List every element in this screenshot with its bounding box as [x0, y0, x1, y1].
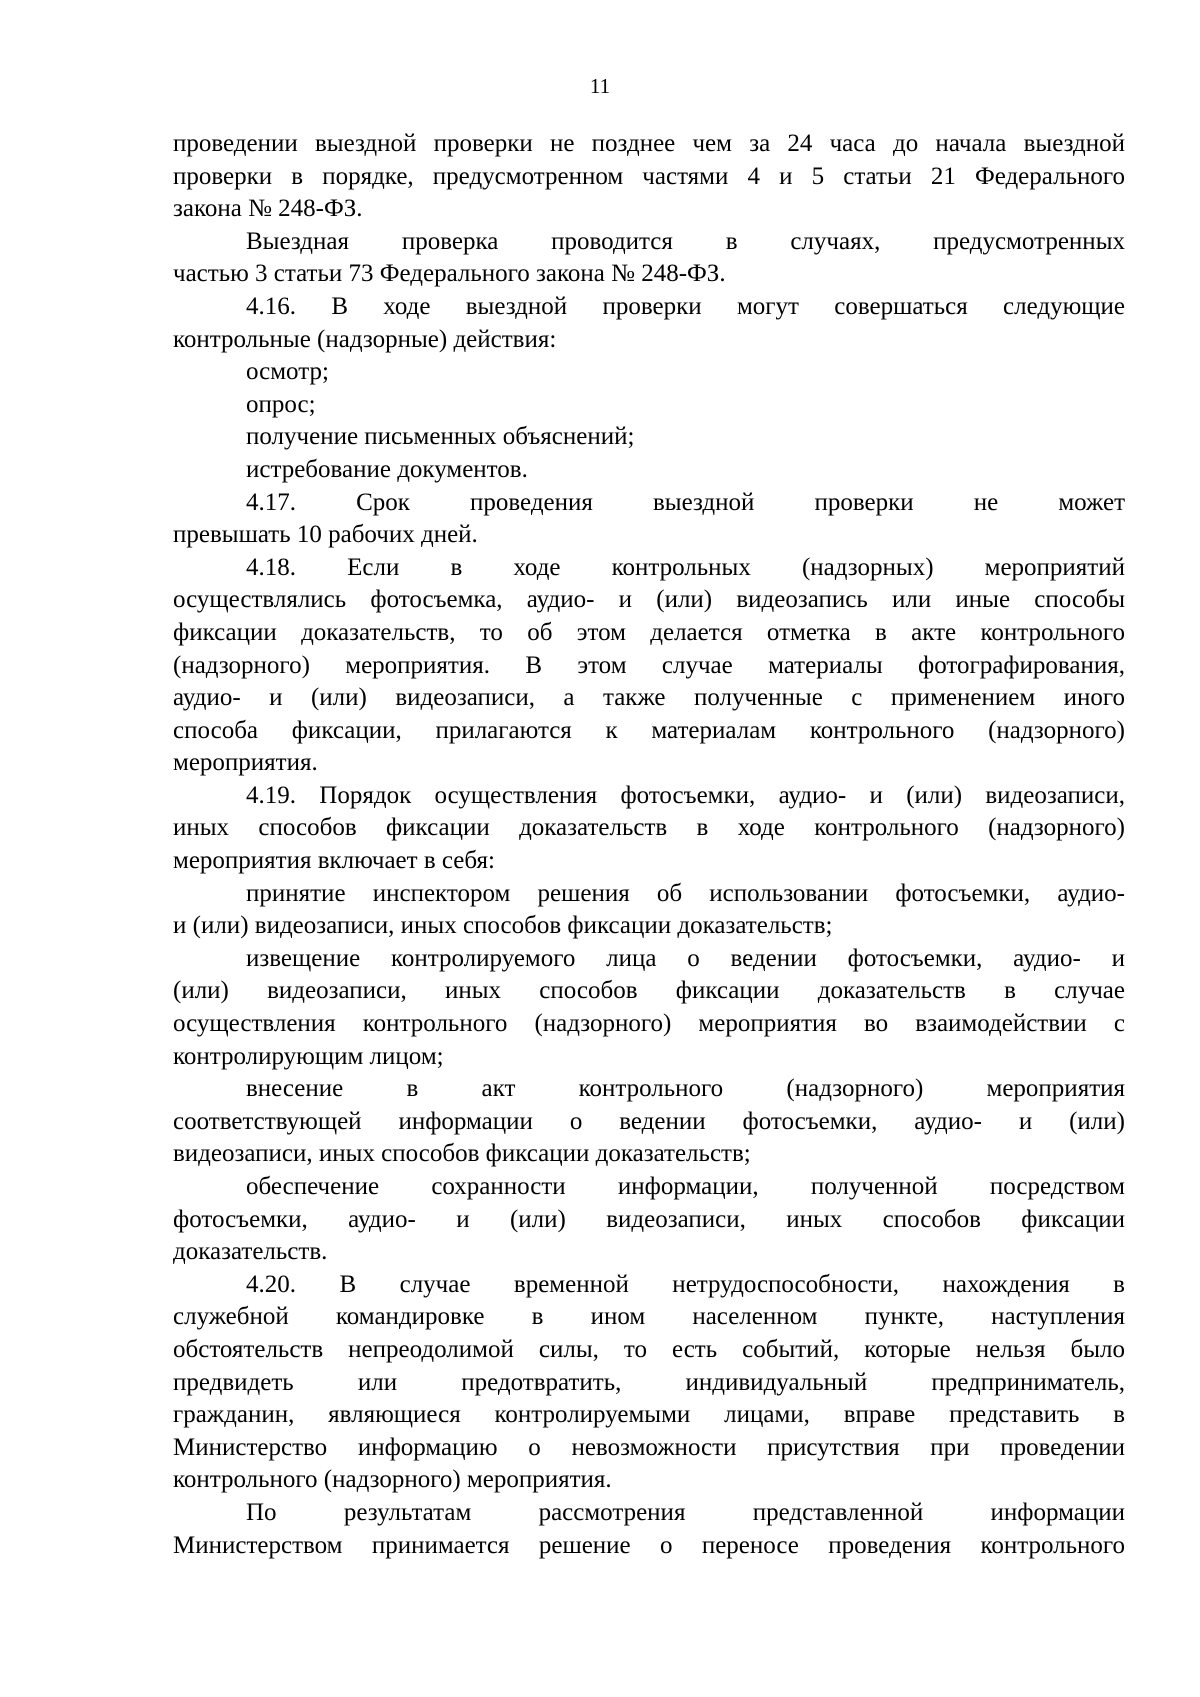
- text-line: предвидеть или предотвратить, индивидуальный предприниматель,: [173, 1368, 1125, 1396]
- text-line: Министерство информацию о невозможности присутствия при проведении: [173, 1433, 1125, 1461]
- text-line: фотосъемки, аудио- и (или) видеозаписи, иных способов фиксации: [173, 1205, 1125, 1233]
- text-line: обстоятельств непреодолимой силы, то есть событий, которые нельзя было: [173, 1335, 1125, 1363]
- text-line: контрольного (надзорного) мероприятия.: [173, 1466, 612, 1494]
- paragraph: [173, 454, 1125, 487]
- text-line: извещение контролируемого лица о ведении фотосъемки, аудио- и: [246, 944, 1125, 972]
- text-line: 4.17. Срок проведения выездной проверки не может: [246, 488, 1125, 516]
- text-line: и (или) видеозаписи, иных способов фиксации доказательств;: [173, 912, 833, 940]
- text-line: осуществления контрольного (надзорного) мероприятия во взаимодействии с: [173, 1010, 1125, 1038]
- paragraph: [173, 1171, 1125, 1269]
- paragraph: [173, 780, 1125, 878]
- text-line: проверки в порядке, предусмотренном частями 4 и 5 статьи 21 Федерального: [173, 162, 1125, 190]
- text-line: осмотр;: [246, 358, 329, 386]
- paragraph: [173, 356, 1125, 389]
- text-line: доказательств.: [173, 1238, 328, 1266]
- paragraph: [173, 291, 1125, 356]
- text-line: истребование документов.: [246, 455, 528, 483]
- text-line: закона № 248-ФЗ.: [173, 195, 363, 223]
- text-line: 4.19. Порядок осуществления фотосъемки, аудио- и (или) видеозаписи,: [246, 781, 1125, 809]
- text-line: Министерством принимается решение о переносе проведения контрольного: [173, 1531, 1125, 1559]
- text-line: опрос;: [246, 390, 316, 418]
- text-line: 4.20. В случае временной нетрудоспособности, нахождения в: [246, 1270, 1125, 1298]
- text-line: видеозаписи, иных способов фиксации доказательств;: [173, 1140, 751, 1168]
- paragraph: [173, 1073, 1125, 1171]
- text-line: контролирующим лицом;: [173, 1042, 444, 1070]
- text-line: аудио- и (или) видеозаписи, а также полученные с применением иного: [173, 684, 1125, 712]
- text-line: фиксации доказательств, то об этом делается отметка в акте контрольного: [173, 618, 1125, 646]
- text-line: Выездная проверка проводится в случаях, предусмотренных: [246, 227, 1125, 255]
- text-line: иных способов фиксации доказательств в ходе контрольного (надзорного): [173, 814, 1125, 842]
- text-line: соответствующей информации о ведении фотосъемки, аудио- и (или): [173, 1107, 1125, 1135]
- text-line: служебной командировке в ином населенном пункте, наступления: [173, 1303, 1125, 1331]
- text-line: обеспечение сохранности информации, полученной посредством: [246, 1173, 1125, 1200]
- text-line: проведении выездной проверки не позднее чем за 24 часа до начала выездной: [173, 130, 1125, 157]
- text-line: 4.18. Если в ходе контрольных (надзорных) мероприятий: [246, 553, 1125, 581]
- paragraph: [173, 878, 1125, 943]
- paragraph: [173, 487, 1125, 552]
- paragraph: [173, 128, 1125, 226]
- text-line: мероприятия.: [173, 749, 318, 777]
- text-line: По результатам рассмотрения представленной информации: [246, 1498, 1125, 1526]
- text-line: (или) видеозаписи, иных способов фиксации доказательств в случае: [173, 977, 1125, 1005]
- text-line: частью 3 статьи 73 Федерального закона № 248-ФЗ.: [173, 260, 726, 288]
- text-line: принятие инспектором решения об использовании фотосъемки, аудио-: [246, 879, 1125, 907]
- text-line: мероприятия включает в себя:: [173, 847, 495, 875]
- text-line: способа фиксации, прилагаются к материалам контрольного (надзорного): [173, 716, 1125, 744]
- paragraph: [173, 1269, 1125, 1497]
- text-line: получение письменных объяснений;: [246, 423, 635, 451]
- text-line: контрольные (надзорные) действия:: [173, 325, 557, 353]
- document-body: [173, 128, 1125, 1562]
- text-line: 4.16. В ходе выездной проверки могут совершаться следующие: [246, 292, 1125, 320]
- paragraph: [173, 389, 1125, 422]
- paragraph: [173, 943, 1125, 1073]
- text-line: превышать 10 рабочих дней.: [173, 521, 478, 549]
- page-number: 11: [589, 74, 611, 98]
- text-line: гражданин, являющиеся контролируемыми лицами, вправе представить в: [173, 1401, 1125, 1429]
- paragraph: [173, 421, 1125, 454]
- paragraph: [173, 1497, 1125, 1562]
- text-line: (надзорного) мероприятия. В этом случае материалы фотографирования,: [173, 651, 1125, 679]
- text-line: осуществлялись фотосъемка, аудио- и (или) видеозапись или иные способы: [173, 586, 1125, 614]
- paragraph: [173, 226, 1125, 291]
- text-line: внесение в акт контрольного (надзорного) мероприятия: [246, 1075, 1125, 1103]
- paragraph: [173, 552, 1125, 780]
